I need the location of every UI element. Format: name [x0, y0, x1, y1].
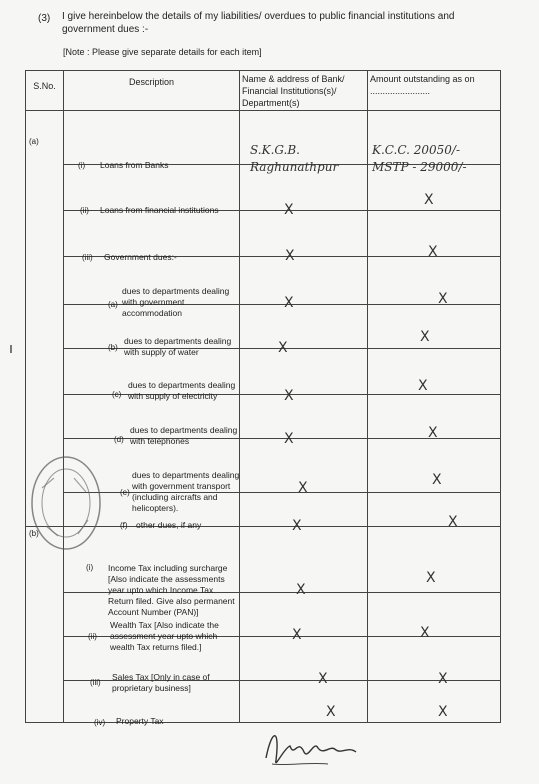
cross-mark: X: [284, 387, 294, 404]
row-text: dues to departments dealing with government transport (including aircrafts and helicopters).: [132, 469, 240, 513]
row-roman: (ii): [88, 631, 97, 641]
row-text: Loans from Banks: [100, 159, 169, 170]
group-a-label: (a): [29, 137, 39, 146]
row-bank: [240, 439, 368, 496]
row-amount: [368, 211, 501, 260]
row-roman: (ii): [80, 205, 89, 215]
row-amount: [368, 257, 501, 305]
row-text: dues to departments dealing with government accommodation: [122, 285, 230, 318]
cross-mark: X: [438, 670, 448, 687]
row-text: Property Tax: [116, 715, 164, 726]
row-amount: [368, 349, 501, 395]
row-roman: (iii): [90, 677, 101, 687]
cross-mark: X: [448, 513, 458, 530]
row-bank: [240, 593, 368, 643]
row-sub: (d): [114, 434, 124, 444]
row-text: dues to departments dealing with telephones: [130, 424, 238, 446]
table-row: [26, 527, 501, 593]
cross-mark: X: [292, 626, 302, 643]
cross-mark: X: [318, 670, 328, 687]
cross-mark: X: [284, 201, 294, 218]
row-amount: [368, 395, 501, 439]
cross-mark: X: [424, 191, 434, 208]
row-sub: (b): [108, 342, 118, 352]
row-roman: (i): [86, 562, 94, 572]
cross-mark: X: [438, 290, 448, 307]
row-sub: (f): [120, 520, 128, 530]
row-description: [64, 111, 240, 170]
row-roman: (i): [78, 160, 86, 170]
cross-mark: X: [428, 243, 438, 260]
note-text: [Note : Please give separate details for each item]: [63, 47, 262, 57]
table-row: [26, 211, 501, 257]
table-row: [26, 111, 501, 165]
row-text: Income Tax including surcharge [Also indicate the assessments year upto which Income Tax Return filed. Give also permanent Account Number (PAN)]: [108, 562, 235, 617]
cross-mark: X: [418, 377, 428, 394]
handwritten-bank: S.K.G.B. Raghunathpur: [250, 142, 339, 174]
row-amount: [368, 439, 501, 493]
row-text: Government dues:-: [104, 251, 177, 262]
row-text: dues to departments dealing with supply of electricity: [128, 379, 236, 401]
cross-mark: X: [285, 247, 295, 264]
row-amount: [368, 493, 501, 530]
group-b-label: (b): [29, 529, 39, 538]
table-row: [26, 637, 501, 681]
intro-text: I give hereinbelow the details of my liabilities/ overdues to public financial institutions and government dues :-: [62, 11, 455, 35]
table-header-row: [26, 71, 501, 111]
row-amount: [368, 593, 501, 641]
row-text: Loans from financial institutions: [100, 204, 219, 215]
table-row: [26, 439, 501, 493]
group-a-cell: [26, 111, 64, 527]
table-row: [26, 681, 501, 723]
row-sub: (c): [112, 389, 122, 399]
cross-mark: X: [298, 479, 308, 496]
row-description: [64, 257, 240, 318]
row-bank: [240, 111, 368, 174]
row-bank: [240, 211, 368, 264]
cross-mark: X: [284, 430, 294, 447]
row-description: [64, 165, 240, 215]
header-description: Description: [64, 71, 240, 111]
table-row: [26, 305, 501, 349]
table-row: [26, 493, 501, 527]
handwritten-amount: K.C.C. 20050/- MSTP - 29000/-: [372, 142, 467, 174]
cross-mark: X: [420, 624, 430, 641]
row-text: other dues, if any: [136, 519, 202, 530]
cross-mark: X: [420, 328, 430, 345]
row-bank: [240, 637, 368, 687]
row-sub: (a): [108, 299, 118, 309]
cross-mark: X: [284, 294, 294, 311]
row-description: [64, 439, 240, 513]
table-row: [26, 349, 501, 395]
row-description: [64, 211, 240, 262]
cross-mark: X: [296, 581, 306, 598]
row-bank: [240, 527, 368, 598]
row-amount: [368, 111, 501, 174]
row-roman: (iii): [82, 252, 93, 262]
row-roman: (iv): [94, 717, 106, 727]
margin-mark: [10, 345, 12, 353]
row-bank: [240, 395, 368, 447]
header-amount: Amount outstanding as on ........................: [368, 71, 501, 111]
cross-mark: X: [326, 703, 336, 720]
table-row: [26, 395, 501, 439]
table-row: [26, 593, 501, 637]
row-amount: [368, 637, 501, 687]
row-text: dues to departments dealing with supply of water: [124, 335, 232, 357]
cross-mark: X: [278, 339, 288, 356]
row-bank: [240, 305, 368, 356]
row-sub: (e): [120, 487, 130, 497]
cross-mark: X: [426, 569, 436, 586]
cross-mark: X: [432, 471, 442, 488]
row-text: Wealth Tax [Also indicate the assessment year upto which wealth Tax returns filed.]: [110, 619, 219, 652]
group-b-cell: [26, 527, 64, 723]
header-sno: S.No.: [26, 71, 64, 111]
header-bank: Name & address of Bank/ Financial Institutions(s)/ Department(s): [240, 71, 368, 111]
row-bank: [240, 349, 368, 404]
cross-mark: X: [292, 517, 302, 534]
table-row: [26, 257, 501, 305]
signature: [258, 718, 378, 778]
row-amount: [368, 681, 501, 723]
row-description: [64, 527, 240, 617]
row-bank: [240, 493, 368, 534]
row-text: Sales Tax [Only in case of proprietary business]: [112, 671, 210, 693]
row-bank: [240, 681, 368, 723]
liabilities-table: [25, 70, 501, 727]
row-amount: [368, 305, 501, 349]
row-amount: [368, 527, 501, 593]
section-number: (3): [38, 13, 51, 24]
cross-mark: X: [438, 703, 448, 720]
row-bank: [240, 257, 368, 311]
cross-mark: X: [428, 424, 438, 441]
